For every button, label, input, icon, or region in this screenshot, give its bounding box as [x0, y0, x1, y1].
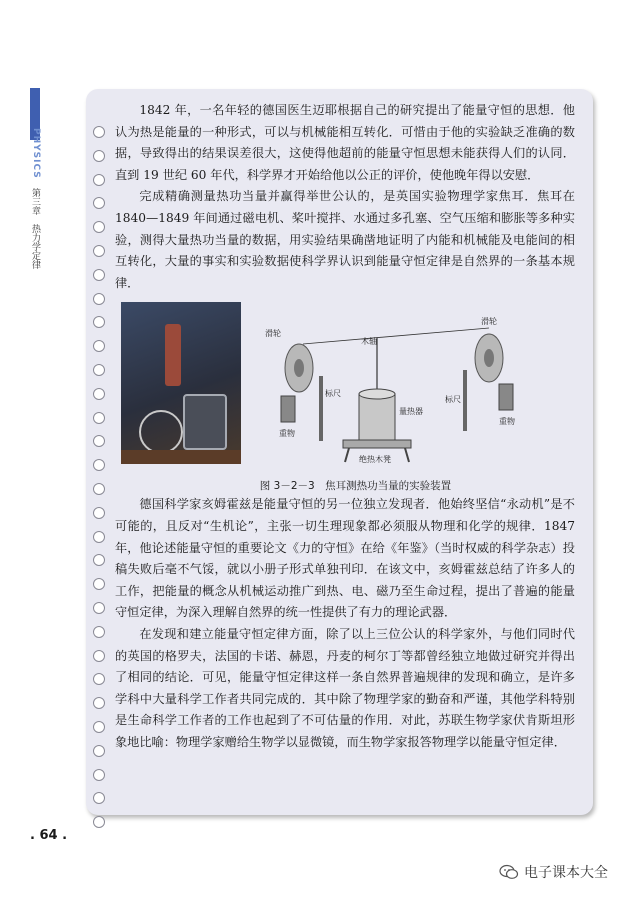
- label-calorimeter: 量热器: [399, 407, 423, 417]
- label-weight-right: 重物: [499, 417, 515, 427]
- binder-ring: [93, 388, 105, 400]
- figure-caption: 图 3－2－3 焦耳测热功当量的实验装置: [259, 480, 452, 493]
- binder-ring: [93, 650, 105, 662]
- watermark-text: 电子课本大全: [524, 865, 608, 881]
- binder-ring: [93, 126, 105, 138]
- wechat-icon: [499, 864, 519, 880]
- binder-ring: [93, 174, 105, 186]
- label-weight-left: 重物: [279, 429, 295, 439]
- binder-ring: [93, 245, 105, 257]
- label-axle: 木轴: [361, 337, 377, 347]
- label-pulley-left: 滑轮: [265, 329, 281, 339]
- spine-chapter-label: 第三章 热力学定律: [30, 188, 40, 269]
- paragraph-mayer: 1842 年，一名年轻的德国医生迈耶根据自己的研究提出了能量守恒的思想．他认为热是能量的一种形式，可以与机械能相互转化．可惜由于他的实验缺乏准确的数据，导致得出的结果误差很大，这使得他超前的能量守恒思想未能获得人们的认同．直到 19 世纪 60 年代，科学界才开始给他以公正的评价，使他晚年得以安慰．: [115, 103, 575, 182]
- binder-ring: [93, 745, 105, 757]
- label-ruler-right: 标尺: [445, 395, 461, 405]
- label-pulley-right: 滑轮: [481, 317, 497, 327]
- binder-ring: [93, 769, 105, 781]
- binder-ring: [93, 721, 105, 733]
- paragraph-others: 在发现和建立能量守恒定律方面，除了以上三位公认的科学家外，与他们同时代的英国的格罗夫，法国的卡诺、赫恩，丹麦的柯尔丁等都曾经独立地做过研究并得出了相同的结论．可见，能量守恒定律这样一条自然界普遍规律的发现和确立，是许多学科中大量科学工作者共同完成的．其中除了物理学家的勤奋和严谨，其他学科特别是生命科学工作者的工作也起到了不可估量的作用．对此，苏联生物学家伏肯斯坦形象地比喻：物理学家赠给生物学以显微镜，而生物学家报答物理学以能量守恒定律．: [115, 626, 575, 749]
- page-number: . 64 .: [30, 828, 68, 843]
- binder-ring: [93, 626, 105, 638]
- binder-ring: [93, 816, 105, 828]
- binder-ring: [93, 269, 105, 281]
- binder-ring: [93, 531, 105, 543]
- label-stool: 绝热木凳: [359, 455, 391, 465]
- apparatus-diagram: [259, 306, 575, 466]
- binder-ring: [93, 150, 105, 162]
- spine-subject-label: PHYSICS: [31, 128, 41, 179]
- binder-ring: [93, 483, 105, 495]
- label-ruler-left: 标尺: [325, 389, 341, 399]
- binder-ring: [93, 293, 105, 305]
- apparatus-photo: [121, 302, 241, 464]
- paragraph-helmholtz: 德国科学家亥姆霍兹是能量守恒的另一位独立发现者．他始终坚信“永动机”是不可能的，且反对“生机论”，主张一切生理现象都必须服从物理和化学的规律．1847 年，他论述能量守恒的重要论文《力的守恒》在给《年鉴》（当时权威的科学杂志）投稿失败后毫不气馁，就以小册子形式单独刊印．在该文中，亥姆霍兹总结了许多人的工作，把能量的概念从机械运动推广到热、电、磁乃至生命过程，提出了普遍的能量守恒定律，为深入理解自然界的统一性提供了有力的理论武器．: [115, 497, 575, 620]
- page-content: [115, 100, 575, 753]
- figure-joule-apparatus: [115, 300, 575, 476]
- binder-ring: [93, 412, 105, 424]
- paragraph-joule: 完成精确测量热功当量并赢得举世公认的，是英国实验物理学家焦耳．焦耳在 1840—1849 年间通过磁电机、桨叶搅拌、水通过多孔塞、空气压缩和膨胀等多种实验，测得大量热功当量的数据，用实验结果确凿地证明了内能和机械能及电能间的相互转化，大量的事实和实验数据使科学界认识到能量守恒定律是自然界的一条基本规律．: [115, 189, 575, 290]
- binder-ring: [93, 507, 105, 519]
- binder-ring: [93, 602, 105, 614]
- binder-ring: [93, 364, 105, 376]
